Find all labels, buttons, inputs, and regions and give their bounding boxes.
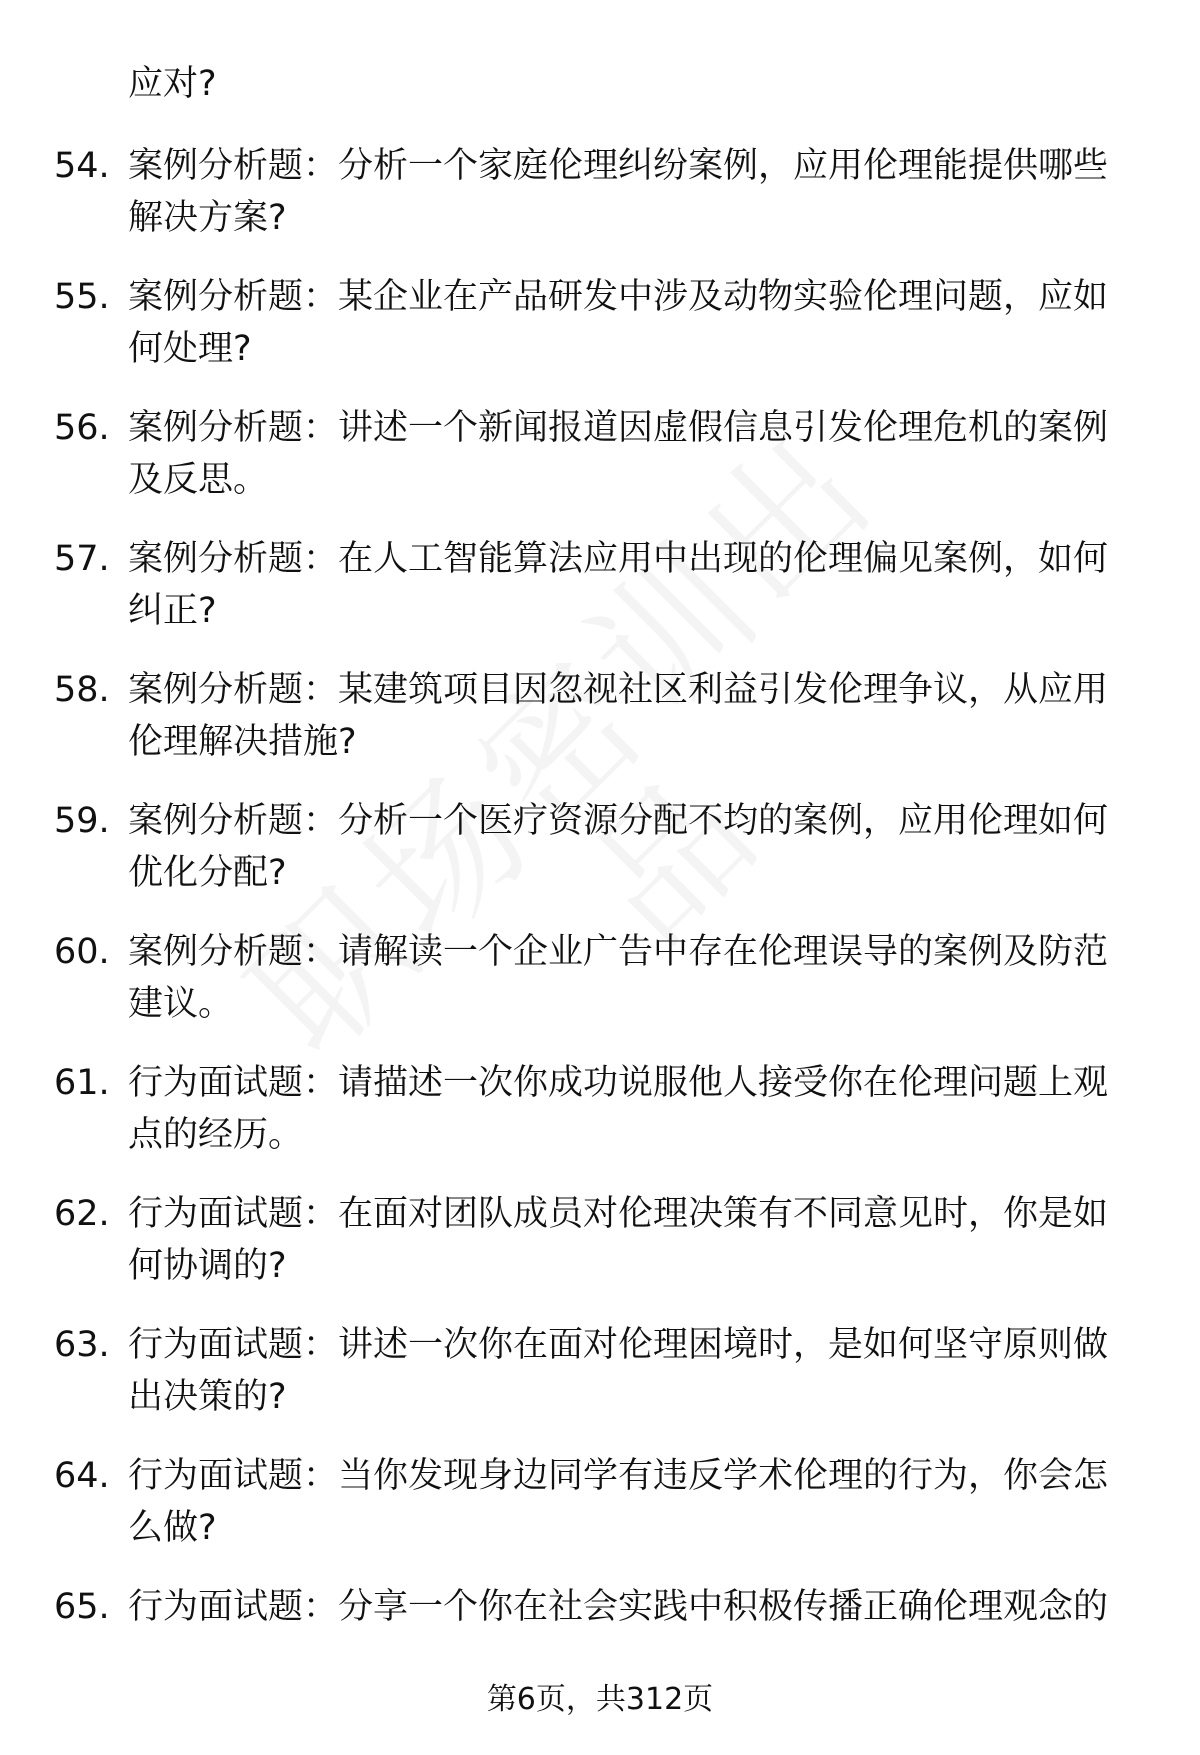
question-number: 57. [54,539,110,579]
question-list [0,140,1200,1712]
question-text: 案例分析题：某建筑项目因忽视社区利益引发伦理争议，从应用伦理解决措施? [128,670,1109,762]
question-number: 64. [54,1456,110,1496]
question-text: 案例分析题：分析一个医疗资源分配不均的案例，应用伦理如何优化分配? [128,801,1109,893]
list-item [0,926,1200,1057]
question-number: 55. [54,277,110,317]
question-text: 行为面试题：在面对团队成员对伦理决策有不同意见时，你是如何协调的? [128,1194,1109,1286]
question-number: 54. [54,146,110,186]
list-item [0,1450,1200,1581]
list-item [0,1057,1200,1188]
question-text: 案例分析题：讲述一个新闻报道因虚假信息引发伦理危机的案例及反思。 [128,408,1109,500]
question-number: 63. [54,1325,110,1365]
list-item [0,271,1200,402]
list-item [0,402,1200,533]
question-number: 59. [54,801,110,841]
question-number: 56. [54,408,110,448]
page-footer: 第6页，共312页 [486,1682,714,1717]
question-number: 61. [54,1063,110,1103]
question-number: 62. [54,1194,110,1234]
question-text: 行为面试题：讲述一次你在面对伦理困境时，是如何坚守原则做出决策的? [128,1325,1109,1417]
list-item [0,664,1200,795]
list-item [0,795,1200,926]
list-item [0,1188,1200,1319]
carryover-text: 应对? [128,64,217,104]
question-text: 行为面试题：分享一个你在社会实践中积极传播正确伦理观念的 [128,1587,1109,1627]
list-item [0,140,1200,271]
question-text: 案例分析题：请解读一个企业广告中存在伦理误导的案例及防范建议。 [128,932,1109,1024]
list-item [0,1319,1200,1450]
question-number: 65. [54,1587,110,1627]
question-number: 60. [54,932,110,972]
question-number: 58. [54,670,110,710]
question-text: 案例分析题：某企业在产品研发中涉及动物实验伦理问题，应如何处理? [128,277,1109,369]
list-item [0,533,1200,664]
question-text: 案例分析题：在人工智能算法应用中出现的伦理偏见案例，如何纠正? [128,539,1109,631]
question-text: 案例分析题：分析一个家庭伦理纠纷案例，应用伦理能提供哪些解决方案? [128,146,1109,238]
question-text: 行为面试题：当你发现身边同学有违反学术伦理的行为，你会怎么做? [128,1456,1109,1548]
question-text: 行为面试题：请描述一次你成功说服他人接受你在伦理问题上观点的经历。 [128,1063,1109,1155]
